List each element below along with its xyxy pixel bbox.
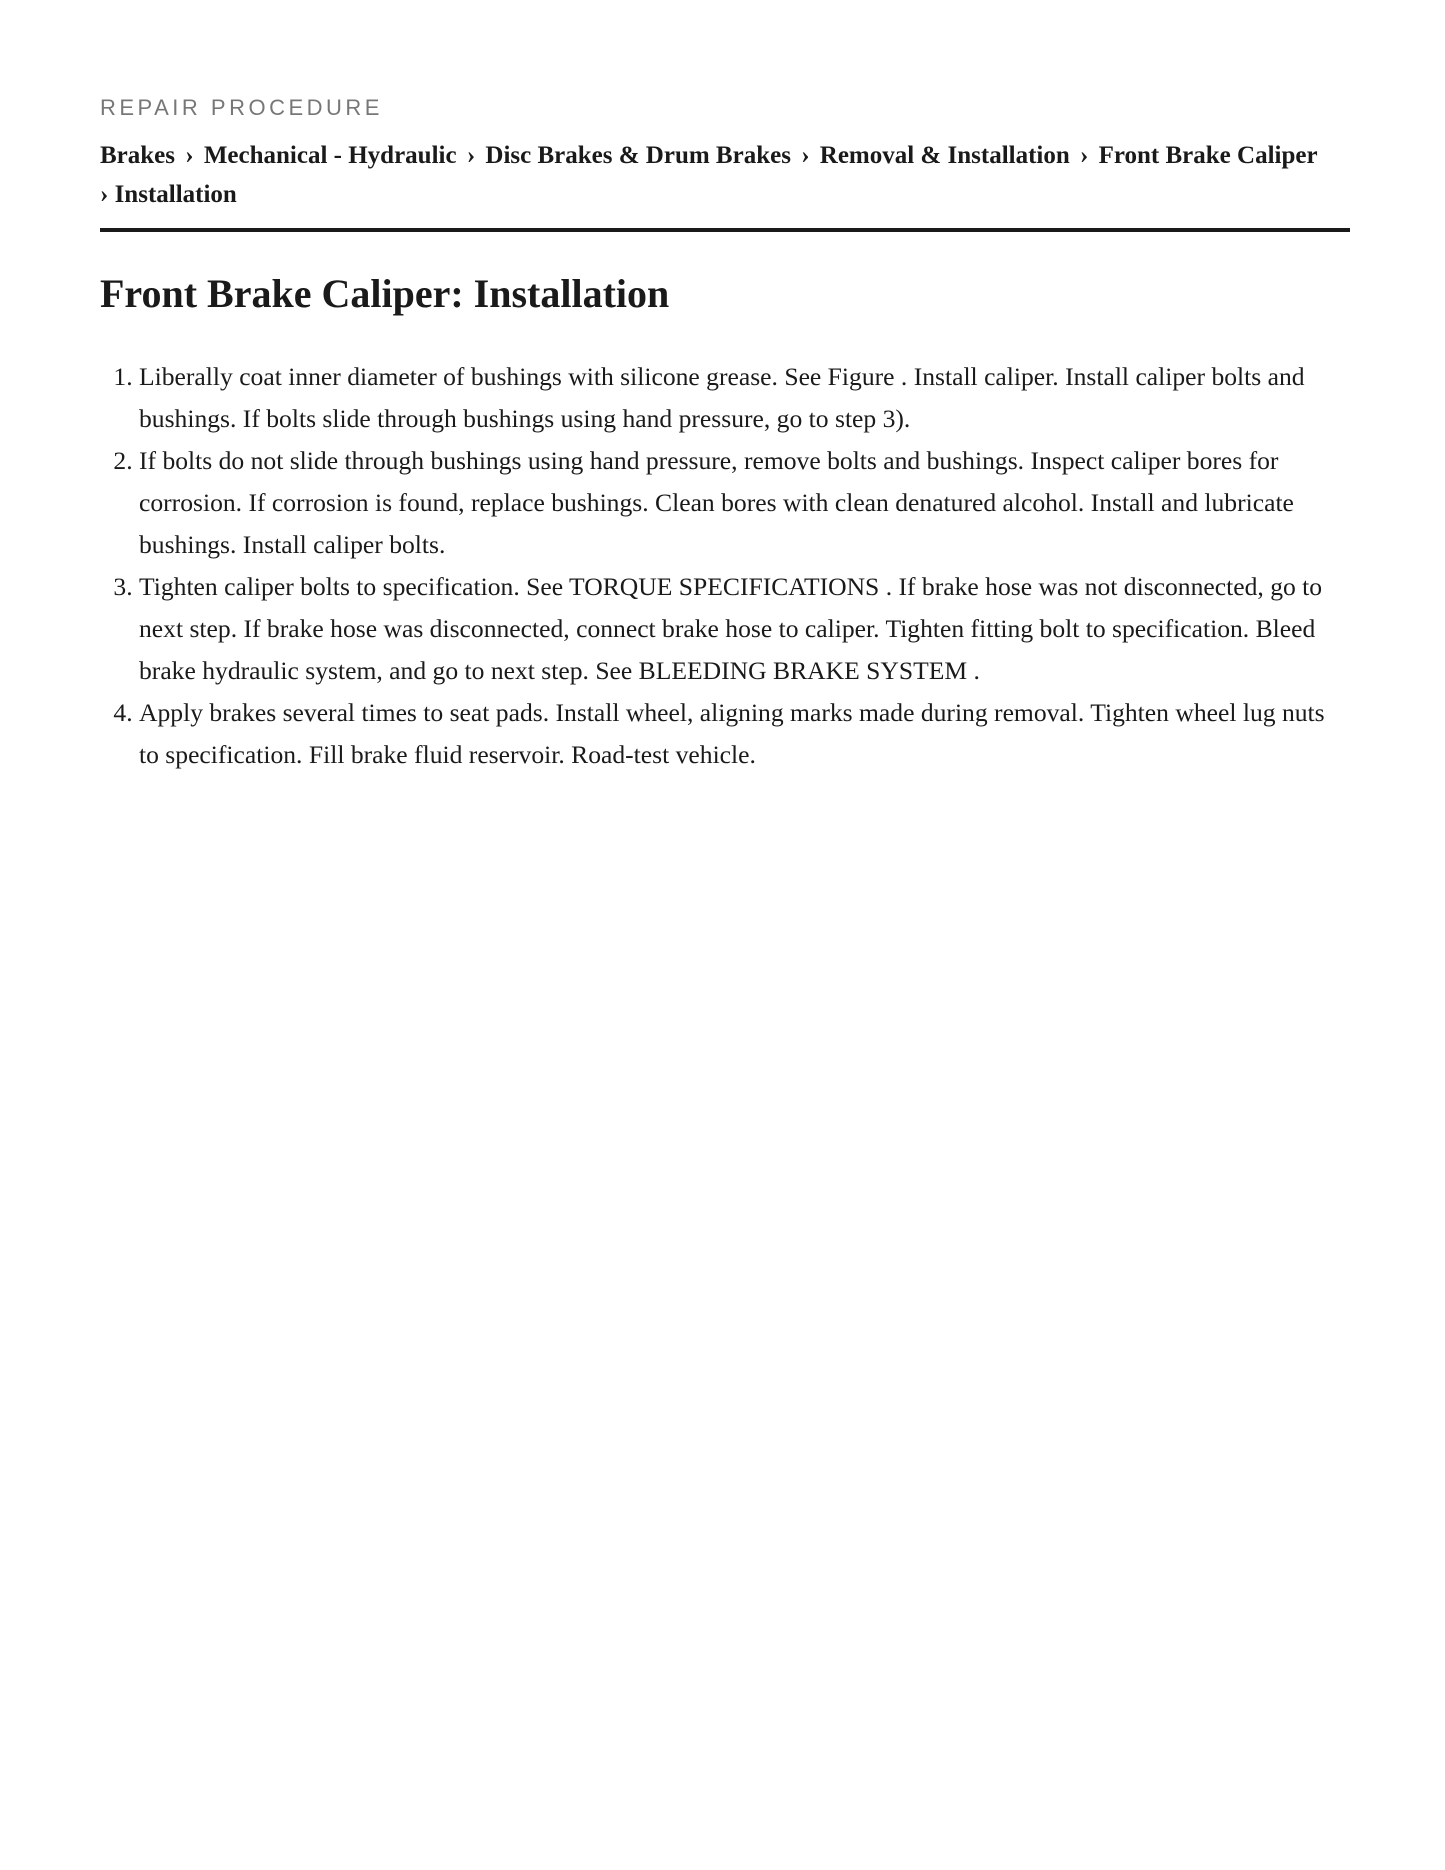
step-text: Apply brakes several times to seat pads. Install wheel, aligning marks made during removal. Tighten wheel lug nuts to specification. Fill brake fluid reservoir. Road-test vehicle. [139, 698, 1325, 769]
breadcrumb-separator: › [185, 142, 194, 169]
step-text: Tighten caliper bolts to specification. See [139, 572, 570, 601]
breadcrumb-item-front-brake-caliper[interactable]: Front Brake Caliper [1098, 142, 1318, 169]
breadcrumb-item-mechanical-hydraulic[interactable]: Mechanical - Hydraulic [203, 142, 457, 169]
breadcrumb-item-installation: Installation [114, 181, 237, 208]
bleeding-brake-system-link[interactable]: BLEEDING BRAKE SYSTEM [638, 656, 968, 685]
breadcrumb-item-removal-installation[interactable]: Removal & Installation [819, 142, 1070, 169]
step-text: If bolts do not slide through bushings using hand pressure, remove bolts and bushings. Inspect caliper bores for corrosion. If corrosion is found, replace bushings. Clean bores with clean denatured alcohol. Install and lubricate bushings. Install caliper bolts. [139, 446, 1294, 559]
step-item [139, 440, 1350, 566]
breadcrumb-separator: › [801, 142, 810, 169]
step-text: Liberally coat inner diameter of bushings with silicone grease. See Figure . Install caliper. Install caliper bolts and bushings. If bolts slide through bushings using hand pressure, go to step 3). [139, 362, 1305, 433]
breadcrumb-item-brakes[interactable]: Brakes [100, 142, 175, 169]
step-item [139, 692, 1350, 776]
eyebrow-label: REPAIR PROCEDURE [100, 95, 383, 120]
breadcrumb-separator: › [1080, 142, 1089, 169]
step-text: . [967, 656, 980, 685]
breadcrumb [100, 136, 1350, 214]
procedure-steps [100, 356, 1350, 776]
breadcrumb-separator: › [466, 142, 476, 169]
step-text: . If brake hose was not disconnected, go to next step. If brake hose was disconnected, connect brake hose to caliper. Tighten fitting bolt to specification. Bleed brake hydraulic system, and go to next step. See [139, 572, 1323, 685]
breadcrumb-separator: › [100, 181, 109, 208]
header-divider [100, 228, 1350, 232]
step-item [139, 356, 1350, 440]
document-page [100, 94, 1350, 776]
page-title: Front Brake Caliper: Installation [100, 271, 670, 316]
breadcrumb-item-disc-drum-brakes[interactable]: Disc Brakes & Drum Brakes [485, 142, 791, 169]
torque-specifications-link[interactable]: TORQUE SPECIFICATIONS [569, 572, 880, 601]
step-item [139, 566, 1350, 692]
